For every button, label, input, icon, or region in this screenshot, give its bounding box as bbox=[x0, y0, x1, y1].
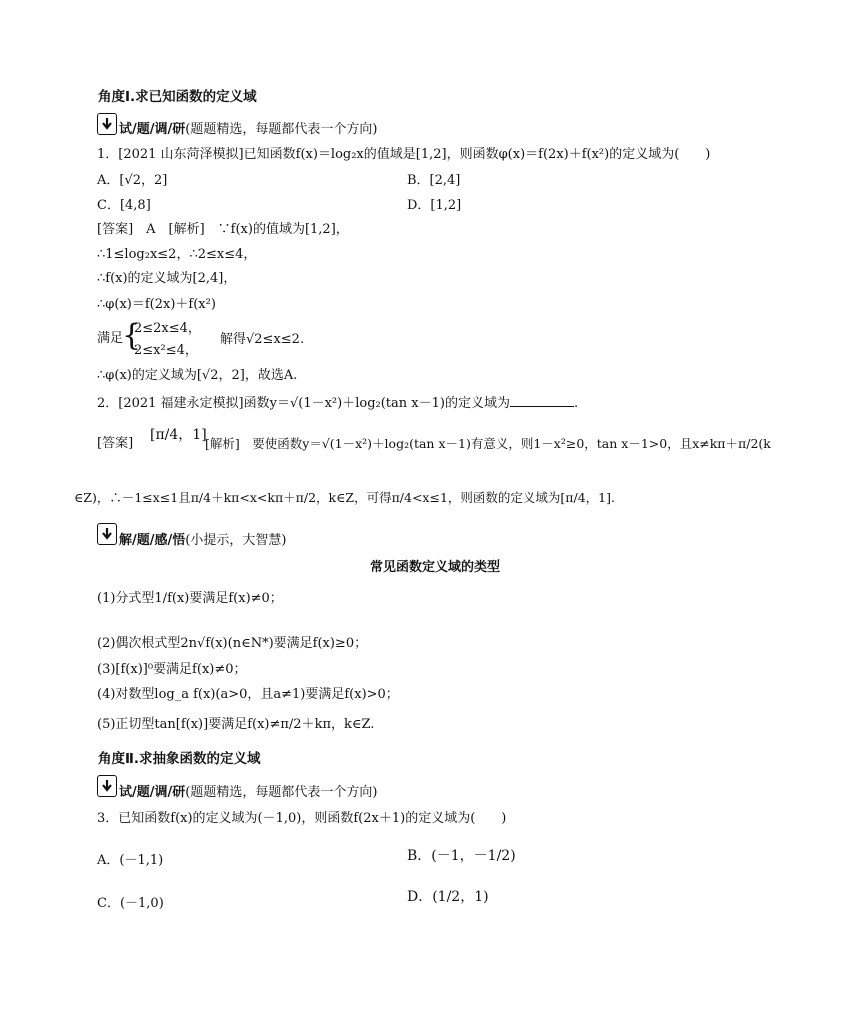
type-item: (1)分式型1/f(x)要满足f(x)≠0； bbox=[97, 591, 283, 606]
types-title: 常见函数定义域的类型 bbox=[370, 560, 501, 575]
q1-option-c: C．[4,8] bbox=[97, 198, 151, 213]
q3-option-a: A．(－1,1) bbox=[97, 853, 164, 868]
q3-stem: 3．已知函数f(x)的定义域为(－1,0)，则函数f(2x＋1)的定义域为( ) bbox=[97, 811, 507, 826]
q1-system-line: 2≤2x≤4， bbox=[134, 321, 201, 336]
q2-answer-label: [答案] bbox=[97, 436, 134, 451]
q1-solution-step: ∴f(x)的定义域为[2,4]， bbox=[97, 271, 237, 286]
q1-stem: 1．[2021 山东菏泽模拟]已知函数f(x)＝log₂x的值域是[1,2]，则函数φ(x)＝f(2x)＋f(x²)的定义域为( ) bbox=[97, 147, 711, 162]
type-item: (5)正切型tan[f(x)]要满足f(x)≠π/2＋kπ，k∈Z. bbox=[97, 717, 375, 732]
download-arrow-icon bbox=[97, 113, 117, 135]
angle-1-heading: 角度Ⅰ.求已知函数的定义域 bbox=[98, 89, 257, 105]
trial-label: 试/题/调/研(题题精选，每题都代表一个方向) bbox=[119, 122, 378, 137]
q3-option-b: B．(－1，－1/2) bbox=[407, 848, 516, 864]
angle-2-heading: 角度Ⅱ.求抽象函数的定义域 bbox=[98, 751, 261, 767]
q1-answer-line: [答案] A [解析] ∵f(x)的值域为[1,2]， bbox=[97, 222, 349, 237]
type-item: (3)[f(x)]⁰要满足f(x)≠0； bbox=[97, 662, 247, 677]
q1-system-line: 2≤x²≤4， bbox=[134, 343, 198, 358]
type-item: (4)对数型log_a f(x)(a>0，且a≠1)要满足f(x)>0； bbox=[97, 687, 399, 702]
q1-option-a: A．[√2，2] bbox=[97, 173, 168, 188]
q1-system-prefix: 满足 bbox=[97, 331, 124, 346]
insight-label: 解/题/感/悟(小提示，大智慧) bbox=[119, 533, 287, 548]
download-arrow-icon bbox=[97, 775, 117, 797]
q1-option-b: B．[2,4] bbox=[407, 173, 461, 188]
left-brace: { bbox=[122, 318, 142, 353]
q2-answer-value: [π/4，1] bbox=[150, 427, 207, 443]
q3-option-c: C．(－1,0) bbox=[97, 896, 164, 911]
q1-system-result: 解得√2≤x≤2. bbox=[220, 332, 305, 347]
trial-label: 试/题/调/研(题题精选，每题都代表一个方向) bbox=[119, 785, 378, 800]
q1-conclusion: ∴φ(x)的定义域为[√2，2]，故选A. bbox=[97, 368, 298, 383]
q2-analysis: [解析] 要使函数y＝√(1－x²)＋log₂(tan x－1)有意义，则1－x²≥0，tan x－1>0，且x≠kπ＋π/2(k bbox=[205, 436, 771, 451]
type-item: (2)偶次根式型2n√f(x)(n∈N*)要满足f(x)≥0； bbox=[97, 636, 368, 651]
q2-stem: 2．[2021 福建永定模拟]函数y＝√(1－x²)＋log₂(tan x－1)的定义域为 . bbox=[97, 396, 579, 411]
q2-analysis-cont: ∈Z)，∴－1≤x≤1且π/4＋kπ<x<kπ＋π/2，k∈Z，可得π/4<x≤1，则函数的定义域为[π/4，1]. bbox=[74, 490, 615, 505]
q3-option-d: D．(1/2，1) bbox=[407, 889, 489, 905]
q1-solution-step: ∴φ(x)＝f(2x)＋f(x²) bbox=[97, 297, 216, 312]
answer-blank bbox=[510, 394, 574, 407]
q1-solution-step: ∴1≤log₂x≤2，∴2≤x≤4， bbox=[97, 247, 257, 262]
q1-option-d: D．[1,2] bbox=[407, 198, 462, 213]
download-arrow-icon bbox=[97, 523, 117, 545]
